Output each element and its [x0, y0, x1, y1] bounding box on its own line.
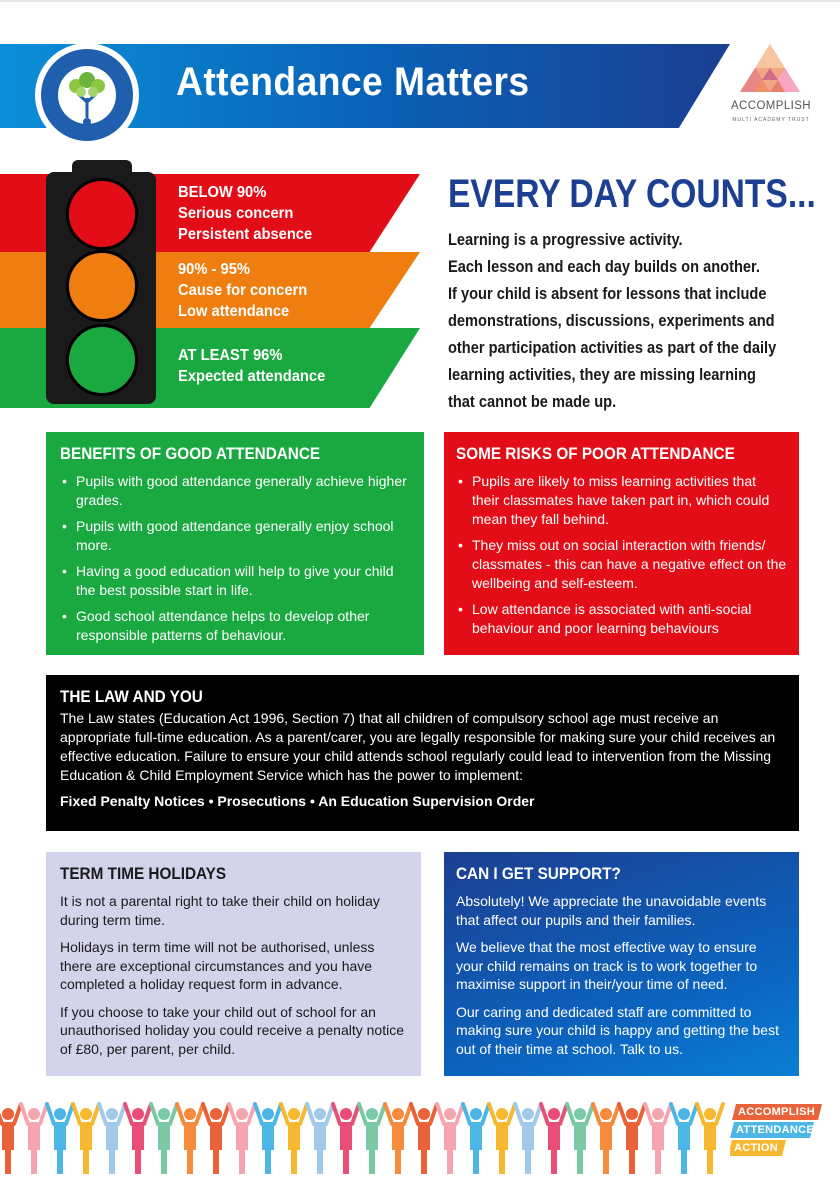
people-row-illustration	[0, 1098, 730, 1180]
holidays-box	[46, 852, 421, 1076]
person-icon	[385, 1104, 411, 1174]
band-orange-line1: 90% - 95%	[178, 261, 251, 278]
edc-line: Each lesson and each day builds on another.	[448, 257, 760, 276]
list-item: • Pupils are likely to miss learning activities that their classmates have taken part in, which could mean they fall behind.	[456, 472, 787, 529]
benefits-title: BENEFITS OF GOOD ATTENDANCE	[60, 444, 321, 463]
holidays-paragraph: It is not a parental right to take their child on holiday during term time.	[60, 893, 380, 928]
person-icon	[203, 1104, 229, 1174]
law-box	[46, 675, 799, 831]
edc-line: learning activities, they are missing learning	[448, 365, 756, 384]
band-red-line1: BELOW 90%	[178, 184, 267, 201]
person-icon	[697, 1104, 723, 1174]
band-orange-line2: Cause for concern	[178, 282, 308, 299]
benefits-list	[60, 472, 410, 645]
list-item: • Having a good education will help to give your child the best possible start in life.	[60, 562, 410, 600]
holidays-paragraph: If you choose to take your child out of school for an unauthorised holiday you could receive a penalty notice of £80, per parent, per child.	[60, 1003, 405, 1057]
law-actions: Fixed Penalty Notices • Prosecutions • An Education Supervision Order	[60, 793, 535, 809]
edc-line: demonstrations, discussions, experiments and	[448, 311, 775, 330]
band-red-line2: Serious concern	[178, 205, 294, 222]
support-paragraph: We believe that the most effective way to ensure your child remains on track is to work together to maximise support in their/your time of need.	[456, 939, 758, 992]
band-orange-text	[178, 259, 307, 322]
band-green-line1: AT LEAST 96%	[178, 347, 283, 364]
person-icon	[0, 1104, 21, 1174]
green-lamp-icon	[66, 324, 138, 396]
person-icon	[255, 1104, 281, 1174]
action-line3: ACTION	[734, 1142, 778, 1154]
support-paragraph: Absolutely! We appreciate the unavoidable events that affect our pupils and their families.	[456, 893, 767, 928]
every-day-counts-title: EVERY DAY COUNTS...	[448, 172, 816, 216]
risks-box	[444, 432, 799, 655]
list-item: • They miss out on social interaction with friends/ classmates - this can have a negative effect on the wellbeing and self-esteem.	[456, 536, 787, 593]
page-title: Attendance Matters	[176, 60, 530, 104]
person-icon	[437, 1104, 463, 1174]
holidays-paragraph: Holidays in term time will not be authorised, unless there are exceptional circumstances and you have completed a holiday request form in advance.	[60, 939, 375, 992]
edc-line: If your child is absent for lessons that include	[448, 284, 767, 303]
band-green-line2: Expected attendance	[178, 368, 326, 385]
risks-list	[456, 472, 787, 638]
edc-line: Learning is a progressive activity.	[448, 230, 683, 249]
top-divider	[0, 0, 840, 2]
person-icon	[177, 1104, 203, 1174]
support-box	[444, 852, 799, 1076]
edc-line: other participation activities as part of the daily	[448, 338, 777, 357]
person-icon	[99, 1104, 125, 1174]
list-item: • Pupils with good attendance generally enjoy school more.	[60, 517, 410, 555]
person-icon	[47, 1104, 73, 1174]
school-logo	[32, 40, 142, 150]
trust-name: ACCOMPLISH	[730, 100, 812, 112]
action-line2: ATTENDANCE	[736, 1124, 814, 1136]
amber-lamp-icon	[66, 250, 138, 322]
person-icon	[463, 1104, 489, 1174]
person-icon	[671, 1104, 697, 1174]
person-icon	[151, 1104, 177, 1174]
person-icon	[567, 1104, 593, 1174]
red-lamp-icon	[66, 178, 138, 250]
law-title: THE LAW AND YOU	[60, 687, 203, 706]
risks-title: SOME RISKS OF POOR ATTENDANCE	[456, 444, 735, 463]
person-icon	[333, 1104, 359, 1174]
person-icon	[229, 1104, 255, 1174]
law-body: The Law states (Education Act 1996, Section 7) that all children of compulsory school age must receive an appropriate full-time education. As a parent/carer, you are legally responsible for making sure your child receives an effective education. Failure to ensure your child attends school regularly could lead to intervention from the Missing Education & Child Employment Service which has the power to implement:	[60, 710, 776, 783]
person-icon	[645, 1104, 671, 1174]
band-orange-line3: Low attendance	[178, 303, 290, 320]
person-icon	[73, 1104, 99, 1174]
person-icon	[307, 1104, 333, 1174]
person-icon	[541, 1104, 567, 1174]
edc-line: that cannot be made up.	[448, 392, 617, 411]
action-line1: ACCOMPLISH	[738, 1106, 815, 1118]
band-red-text	[178, 182, 312, 245]
support-paragraph: Our caring and dedicated staff are committed to making sure your child is happy and getting the best out of their time at school. Talk to us.	[456, 1003, 779, 1057]
person-icon	[359, 1104, 385, 1174]
list-item: • Low attendance is associated with anti-social behaviour and poor learning behaviours	[456, 600, 787, 638]
list-item: • Good school attendance helps to develop other responsible patterns of behaviour.	[60, 607, 410, 645]
person-icon	[619, 1104, 645, 1174]
trust-subtitle: MULTI ACADEMY TRUST	[732, 117, 810, 123]
band-red-line3: Persistent absence	[178, 226, 313, 243]
person-icon	[515, 1104, 541, 1174]
person-icon	[489, 1104, 515, 1174]
person-icon	[411, 1104, 437, 1174]
list-item: • Pupils with good attendance generally achieve higher grades.	[60, 472, 410, 510]
band-green-text	[178, 345, 325, 387]
person-icon	[593, 1104, 619, 1174]
holidays-title: TERM TIME HOLIDAYS	[60, 864, 227, 883]
every-day-counts-body	[448, 226, 793, 415]
benefits-box	[46, 432, 424, 655]
support-title: CAN I GET SUPPORT?	[456, 864, 621, 883]
person-icon	[125, 1104, 151, 1174]
person-icon	[21, 1104, 47, 1174]
person-icon	[281, 1104, 307, 1174]
